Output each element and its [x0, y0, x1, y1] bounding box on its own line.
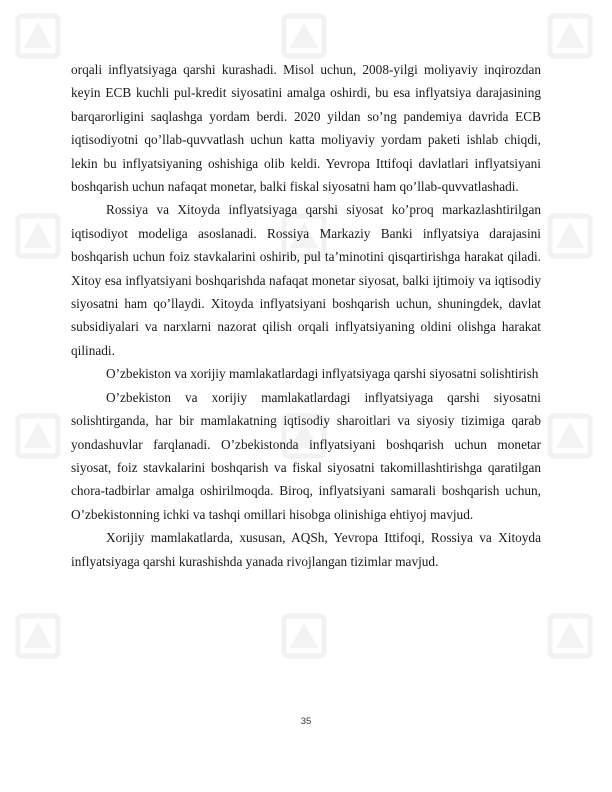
- paragraph-russia-china-policy: Rossiya va Xitoyda inflyatsiyaga qarshi siyosat ko’proq markazlashtirilgan iqtisodiyot modeliga asoslanadi. Rossiya Markaziy Banki inflyatsiya darajasini boshqarish uchun foiz stavkalarini oshirib, pul ta’minotini qisqartirishga harakat qiladi. Xitoy esa inflyatsiyani boshqarishda nafaqat monetar siyosat, balki ijtimoiy va iqtisodiy siyosatni ham qo’llaydi. Xitoyda inflyatsiyani boshqarish uchun, shuningdek, davlat subsidiyalari va narxlarni nazorat qilish orqali inflyatsiyaning oldini olishga harakat qilinadi.: [71, 202, 541, 358]
- paragraph-eu-policy: orqali inflyatsiyaga qarshi kurashadi. Misol uchun, 2008-yilgi moliyaviy inqirozdan keyin ECB kuchli pul-kredit siyosatini amalga oshirdi, bu esa inflyatsiya darajasining barqarorligini saqlashga yordam berdi. 2020 yildan so’ng pandemiya davrida ECB iqtisodiyotni qo’llab-quvvatlash uchun katta moliyaviy yordam paketi ishlab chiqdi, lekin bu inflyatsiyaning oshishiga olib keldi. Yevropa Ittifoqi davlatlari inflyatsiyani boshqarish uchun nafaqat monetar, balki fiskal siyosatni ham qo’llab-quvvatlashadi.: [71, 62, 541, 195]
- paragraph-comparison: O’zbekiston va xorijiy mamlakatlardagi inflyatsiyaga qarshi siyosatni solishtirganda, har bir mamlakatning iqtisodiy sharoitlari va siyosiy tizimiga qarab yondashuvlar farqlanadi. O’zbekistonda inflyatsiyani boshqarish uchun monetar siyosat, foiz stavkalarini boshqarish va fiskal siyosatni takomillashtirishga qaratilgan chora-tadbirlar amalga oshirilmoqda. Biroq, inflyatsiyani samarali boshqarish uchun, O’zbekistonning ichki va tashqi omillari hisobga olinishiga ehtiyoj mavjud.: [71, 389, 541, 522]
- section-heading-comparison: O’zbekiston va xorijiy mamlakatlardagi inflyatsiyaga qarshi siyosatni solishtirish: [106, 366, 539, 382]
- document-body: [71, 58, 541, 573]
- paragraph-foreign-countries: Xorijiy mamlakatlarda, xususan, AQSh, Yevropa Ittifoqi, Rossiya va Xitoyda inflyatsiyaga qarshi kurashishda yanada rivojlangan tizimlar mavjud.: [71, 530, 541, 569]
- page-number: 35: [300, 716, 312, 727]
